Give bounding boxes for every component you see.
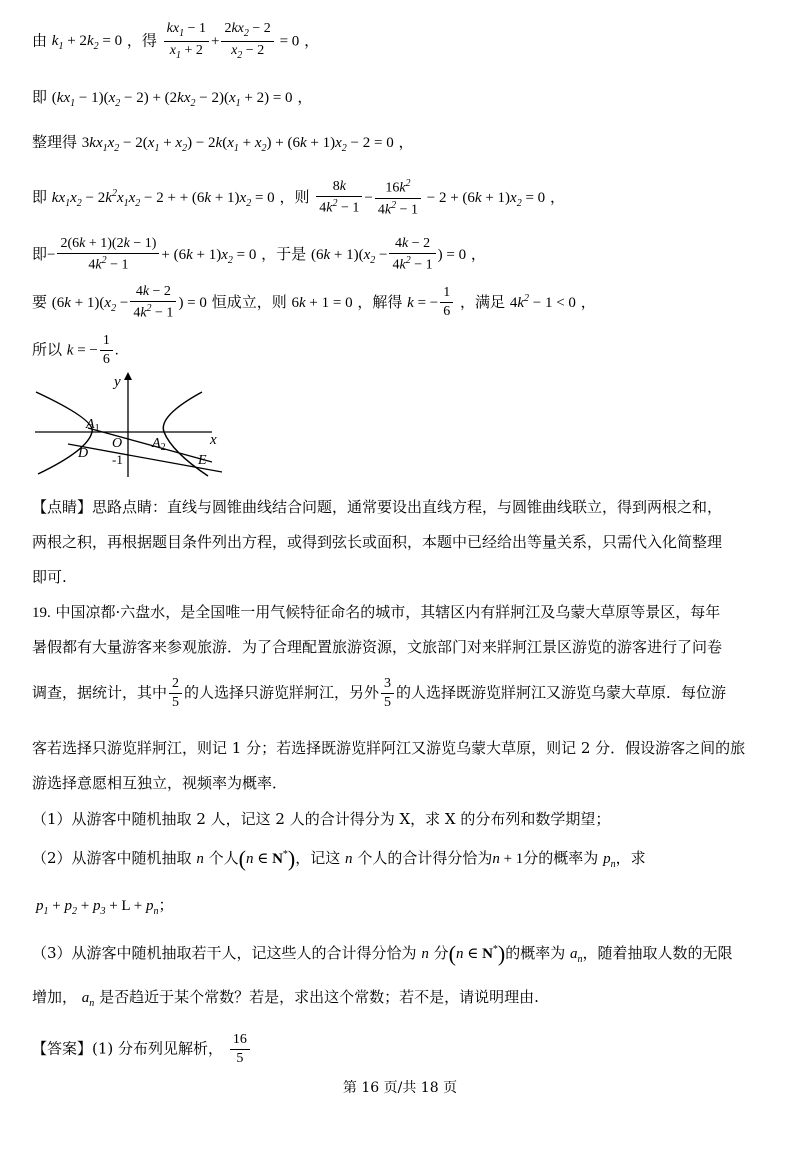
- question-text: （2）从游客中随机抽取: [32, 849, 192, 867]
- text: ，则: [279, 188, 310, 207]
- label-E: E: [198, 453, 207, 468]
- derivation-line-5: 即− $\frac{2(6k + 1)(2k - 1)}{4k^2 - 1}$ + $(6k + 1)x_2 = 0$ ，于是 $(6k + 1)(x_2$ − $\frac{4k - 2}{4k^2 - 1}$ ) = 0 ，: [32, 236, 486, 273]
- formula: $k_1 + 2k_2 = 0$: [51, 33, 123, 53]
- question-text: 个人的合计得分恰为: [357, 849, 493, 867]
- fraction: $\frac{1}{6}$: [440, 286, 453, 319]
- hyperbola-left-branch: [36, 392, 92, 474]
- fraction: $\frac{16k^2}{4k^2 - 1}$: [375, 179, 421, 217]
- question-1: [32, 812, 772, 827]
- answer-line: [32, 1033, 252, 1066]
- derivation-line-3: [32, 135, 414, 154]
- text: ，: [297, 88, 313, 106]
- comment-text: 两根之积，再根据题目条件列出方程，或得到弦长或面积，本题中已经给出等量关系，只需代入化简整理: [32, 533, 723, 551]
- formula: $p_1 + p_2 + p_3 + L + p_n$: [36, 898, 159, 917]
- answer-fraction: [230, 1033, 250, 1066]
- page-footer: 第 16 页/共 18 页: [342, 1080, 458, 1096]
- problem-line-5: [32, 776, 772, 791]
- formula: $4k^2 - 1 < 0$: [509, 292, 576, 311]
- text: 即: [32, 188, 48, 207]
- question-3: （3）从游客中随机抽取若干人，记这些人的合计得分恰为 n 分(n ∈ N*)的概率为 $a_n$，随着抽取人数的无限: [32, 941, 733, 966]
- text: ，得: [126, 31, 157, 50]
- text: ，: [580, 292, 596, 311]
- fraction: $\frac{3}{5}$: [381, 677, 394, 710]
- problem-text: 客若选择只游览牂牁江，则记 1 分；若选择既游览牂阿江又游览乌蒙大草原，则记 2 分．假设游客之间的旅: [32, 739, 746, 757]
- fraction: $\frac{1}{6}$: [100, 334, 113, 367]
- text: 要: [32, 292, 48, 311]
- text: ，满足: [460, 292, 506, 311]
- problem-number: 19.: [32, 605, 51, 621]
- text: ，: [304, 31, 320, 50]
- answer-text: (1) 分布列见解析，: [92, 1039, 224, 1058]
- text: 即: [32, 88, 48, 106]
- fraction: $\frac{kx_1 - 1}{x_1 + 2}$: [164, 22, 209, 61]
- question-3-cont: 增加， $a_n$ 是否趋近于某个常数？若是，求出这个常数；若不是，请说明理由.: [32, 988, 539, 1009]
- question-2: （2）从游客中随机抽取 n 个人(n ∈ N*)，记这 n 个人的合计得分恰为n + 1分的概率为 $p_n$，求: [32, 846, 646, 871]
- answer-denominator: 5: [236, 1051, 244, 1066]
- formula: $3kx_1x_2 - 2(x_1 + x_2) - 2k(x_1 + x_2) + (6k + 1)x_2 - 2 = 0$: [81, 135, 394, 154]
- question-text: 增加，: [32, 988, 78, 1006]
- formula: $(kx_1 - 1)(x_2 - 2) + (2kx_2 - 2)(x_1 + 2) = 0$: [51, 90, 293, 109]
- question-text: 分的概率为: [523, 849, 599, 867]
- fraction: $\frac{2kx_2 - 2}{x_2 - 2}$: [221, 22, 273, 61]
- comment-text: 即可.: [32, 568, 67, 586]
- text: 所以: [32, 340, 63, 359]
- fraction: $\frac{2}{5}$: [169, 677, 182, 710]
- fraction: $\frac{4k - 2}{4k^2 - 1}$: [130, 285, 176, 321]
- text: ，: [398, 133, 414, 151]
- answer-numerator: 16: [230, 1033, 250, 1050]
- problem-text: 暑假都有大量游客来参观旅游．为了合理配置旅游资源，文旅部门对来牂牁江景区游览的游客进行了问卷: [32, 638, 723, 656]
- text: 由: [32, 31, 48, 50]
- comment-line-3: [32, 570, 772, 585]
- question-text: ，随着抽取人数的无限: [582, 944, 733, 962]
- fraction: $\frac{2(6k + 1)(2k - 1)}{4k^2 - 1}$: [57, 237, 159, 273]
- question-text: 是否趋近于某个常数？若是，求出这个常数；若不是，请说明理由.: [99, 988, 539, 1006]
- derivation-line-7: 所以 k = − $\frac{1}{6}$ .: [32, 333, 119, 367]
- label-y: y: [114, 374, 121, 390]
- comment-text: 思路点睛：直线与圆锥曲线结合问题，通常要设出直线方程，与圆锥曲线联立，得到两根之和，: [92, 498, 723, 516]
- problem-text: 游选择意愿相互独立，视频率为概率．: [32, 774, 288, 792]
- label-x: x: [210, 432, 217, 448]
- question-text: （1）从游客中随机抽取 2 人，记这 2 人的合计得分为 X，求 X 的分布列和数学期望；: [32, 810, 611, 828]
- problem-text: 的人选择既游览牂牁江又游览乌蒙大草原．每位游: [396, 683, 727, 702]
- y-axis-arrow: [124, 372, 132, 380]
- derivation-line-6: 要 $(6k + 1)(x_2$ − $\frac{4k - 2}{4k^2 - 1}$ ) = 0 恒成立，则 6k + 1 = 0 ，解得 k = − $\frac{1}{6}$ ，满足 $4k^2 - 1 < 0$ ，: [32, 284, 596, 321]
- formula: $(6k + 1)(x_2$ −: [51, 294, 129, 314]
- hyperbola-figure: [30, 372, 230, 482]
- text: ，: [549, 188, 565, 207]
- question-text: 分: [433, 944, 449, 962]
- formula: 6k + 1 = 0: [291, 294, 353, 311]
- problem-text: 的人选择只游览牂牁江，另外: [184, 683, 380, 702]
- text: 即: [32, 244, 48, 263]
- question-2-sum: [36, 898, 173, 917]
- problem-text: 调查，据统计，其中: [32, 683, 168, 702]
- text: ，: [470, 244, 486, 263]
- comment-line-1: [32, 500, 772, 515]
- question-text: ；: [158, 896, 174, 914]
- text: ，解得: [357, 292, 403, 311]
- problem-line-4: [32, 741, 772, 756]
- fraction: $\frac{8k}{4k^2 - 1}$: [316, 180, 362, 216]
- label-neg1: -1: [112, 452, 123, 467]
- answer-tag: 【答案】: [32, 1039, 93, 1058]
- problem-line-3: [32, 677, 726, 710]
- comment-tag: 【点睛】: [32, 498, 93, 516]
- text: 整理得: [32, 133, 78, 151]
- text: ，于是: [261, 244, 307, 263]
- question-text: 的概率为: [505, 944, 566, 962]
- problem-line-2: [32, 640, 772, 655]
- formula: k = −: [66, 342, 98, 359]
- problem-text: 中国凉都·六盘水，是全国唯一用气候特征命名的城市，其辖区内有牂牁江及乌蒙大草原等景区，每年: [55, 603, 721, 621]
- question-text: ，求: [615, 849, 646, 867]
- derivation-line-4: 即 $kx_1x_2 - 2k^2x_1x_2 - 2$ + + $(6k + 1)x_2 = 0$ ，则 $\frac{8k}{4k^2 - 1}$ − $\frac{16k^2}{4k^2 - 1}$ − $2 + (6k + 1)x_2 = 0$ ，: [32, 178, 565, 218]
- formula: $(6k + 1)(x_2$ −: [310, 246, 388, 266]
- line-A1-E: [88, 428, 212, 462]
- label-D: D: [78, 446, 89, 461]
- label-O: O: [112, 436, 123, 451]
- derivation-line-2: [32, 90, 312, 109]
- label-A1: $A_1$: [86, 417, 100, 434]
- text: 恒成立，则: [211, 292, 287, 311]
- question-text: ，记这: [295, 849, 341, 867]
- fraction: $\frac{4k - 2}{4k^2 - 1}$: [389, 237, 435, 273]
- comment-line-2: [32, 535, 772, 550]
- formula: $kx_1x_2 - 2k^2x_1x_2 - 2$ + + $(6k + 1)x_2 = 0$: [51, 188, 275, 210]
- derivation-line-1: 由 $k_1 + 2k_2 = 0$ ，得 $\frac{kx_1 - 1}{x_1 + 2}$ + $\frac{2kx_2 - 2}{x_2 - 2}$ = 0 ，: [32, 21, 320, 61]
- question-text: 个人: [208, 849, 239, 867]
- formula: k = −: [407, 294, 439, 311]
- problem-line-1: [32, 605, 772, 621]
- label-A2: $A_2$: [152, 436, 166, 453]
- question-text: （3）从游客中随机抽取若干人，记这些人的合计得分恰为: [32, 944, 417, 962]
